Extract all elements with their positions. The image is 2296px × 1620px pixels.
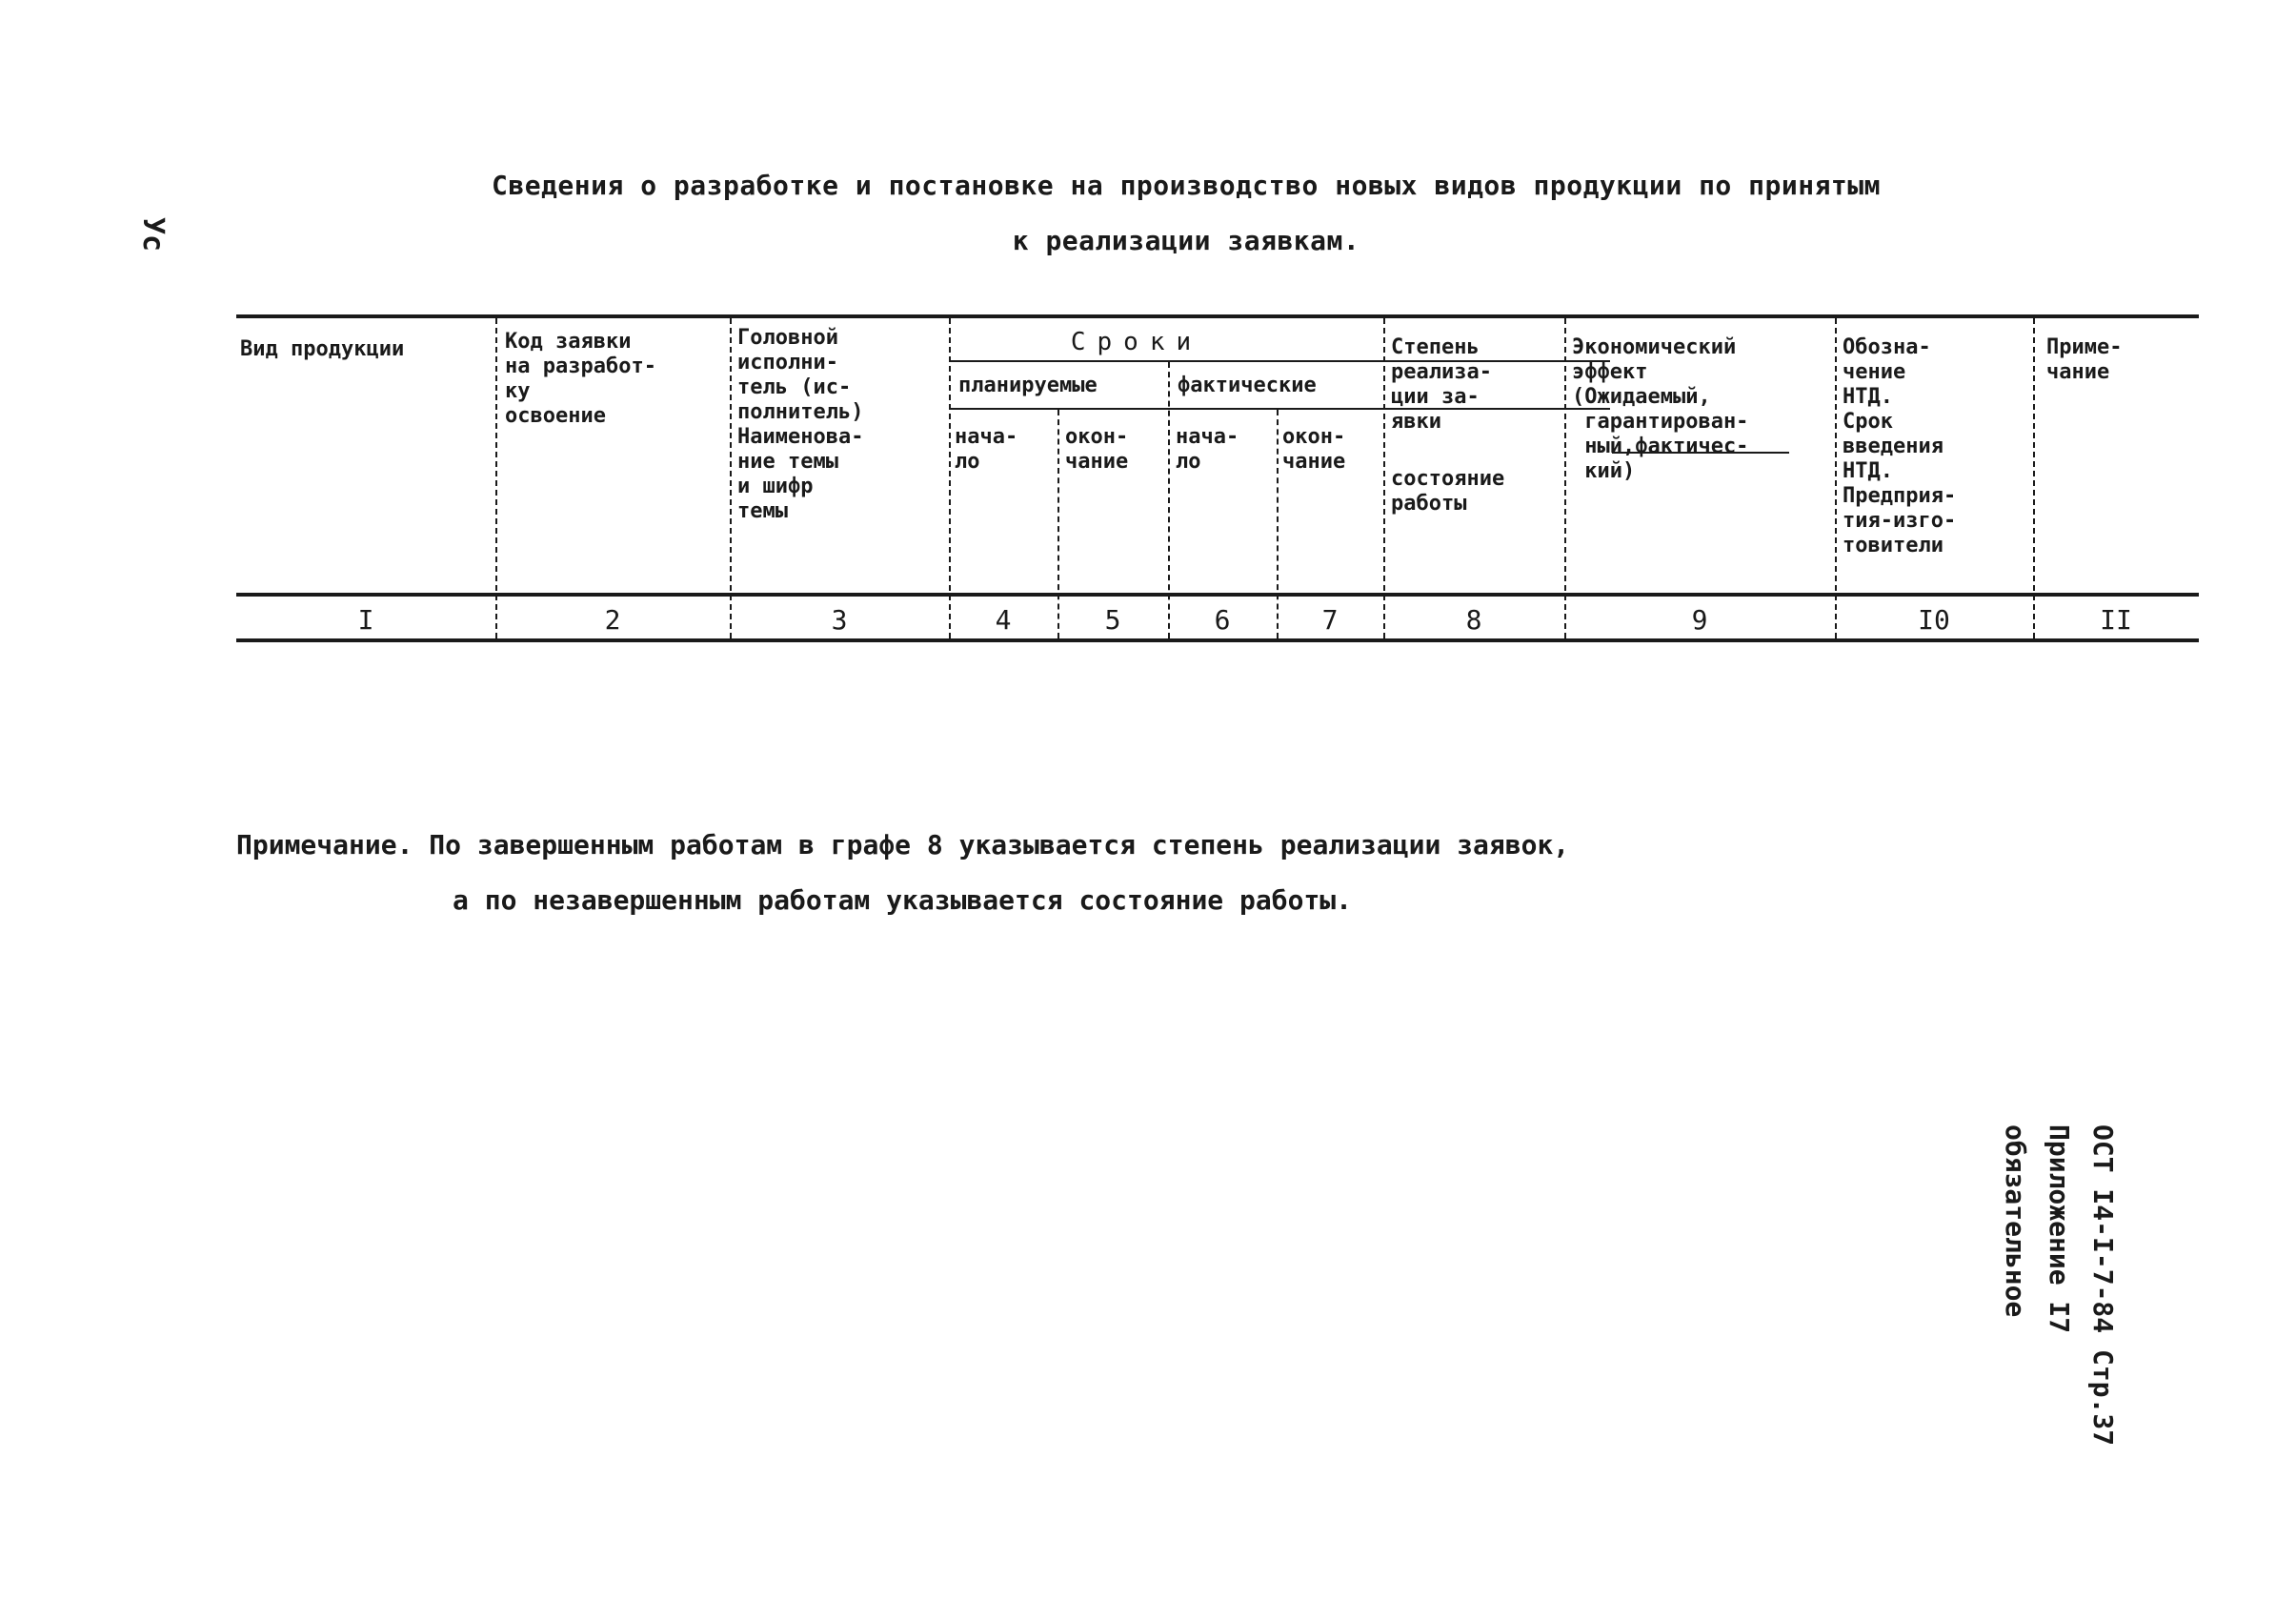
col-divider xyxy=(730,318,732,638)
column-number: 9 xyxy=(1691,604,1708,636)
column-number: II xyxy=(2100,604,2132,636)
doc-id: ОСТ I4-I-7-84 Стр.37 xyxy=(2087,1124,2119,1447)
column-number: I xyxy=(357,604,374,636)
column-number: 4 xyxy=(995,604,1012,636)
header-planned-end: окон- чание xyxy=(1065,425,1129,474)
header-deadlines: Сроки xyxy=(1070,328,1203,356)
column-number: 5 xyxy=(1104,604,1121,636)
header-economic-effect: Экономический эффект (Ожидаемый, гарантирован- ный,фактичес- кий) xyxy=(1572,335,1749,483)
col-divider xyxy=(495,318,497,638)
mandatory-label: обязательное xyxy=(2000,1124,2031,1318)
header-work-status: состояние работы xyxy=(1391,467,1505,516)
table-header-bottom-rule xyxy=(236,593,2199,597)
header-ntd-designation: Обозна- чение НТД. Срок введения НТД. Предприя- тия-изго- товители xyxy=(1843,335,1957,557)
header-lead-executor: Головной исполни- тель (ис- полнитель) Наименова- ние темы и шифр темы xyxy=(737,326,864,523)
header-notes: Приме- чание xyxy=(2046,335,2123,384)
sroki-rule xyxy=(949,360,1610,362)
column-number: I0 xyxy=(1918,604,1950,636)
header-actual: фактические xyxy=(1178,374,1317,397)
col-divider xyxy=(949,318,951,638)
col-divider xyxy=(1564,318,1566,638)
header-implementation-degree: Степень реализа- ции за- явки xyxy=(1391,335,1492,434)
column-number: 7 xyxy=(1321,604,1339,636)
col-divider xyxy=(1168,362,1170,638)
document-title-line-1: Сведения о разработке и постановке на производство новых видов продукции по принятым xyxy=(491,170,1882,201)
header-actual-end: окон- чание xyxy=(1282,425,1346,474)
col-divider xyxy=(1835,318,1837,638)
table-top-rule xyxy=(236,314,2199,318)
header-product-type: Вид продукции xyxy=(240,337,405,361)
document-title-line-2: к реализации заявкам. xyxy=(1012,225,1360,256)
report-table xyxy=(236,314,2199,648)
note-line-2: а по незавершенным работам указывается состояние работы. xyxy=(453,884,1353,916)
note-line-1: Примечание. По завершенным работам в графе 8 указывается степень реализации заявок, xyxy=(236,829,1570,861)
col-divider xyxy=(1383,318,1385,638)
side-stamp xyxy=(1993,1124,2125,1525)
page-mark: Ус xyxy=(136,217,170,253)
column-number: 8 xyxy=(1465,604,1482,636)
header-planned-start: нача- ло xyxy=(955,425,1018,474)
column-number: 2 xyxy=(604,604,621,636)
header-planned: планируемые xyxy=(958,374,1098,397)
col-divider xyxy=(2033,318,2035,638)
table-bottom-rule xyxy=(236,638,2199,642)
header-actual-start: нача- ло xyxy=(1176,425,1239,474)
column-number: 6 xyxy=(1214,604,1231,636)
header-request-code: Код заявки на разработ- ку освоение xyxy=(505,330,656,428)
sroki-sub-rule xyxy=(949,408,1610,410)
appendix-label: Приложение I7 xyxy=(2044,1124,2075,1334)
column-number: 3 xyxy=(831,604,848,636)
